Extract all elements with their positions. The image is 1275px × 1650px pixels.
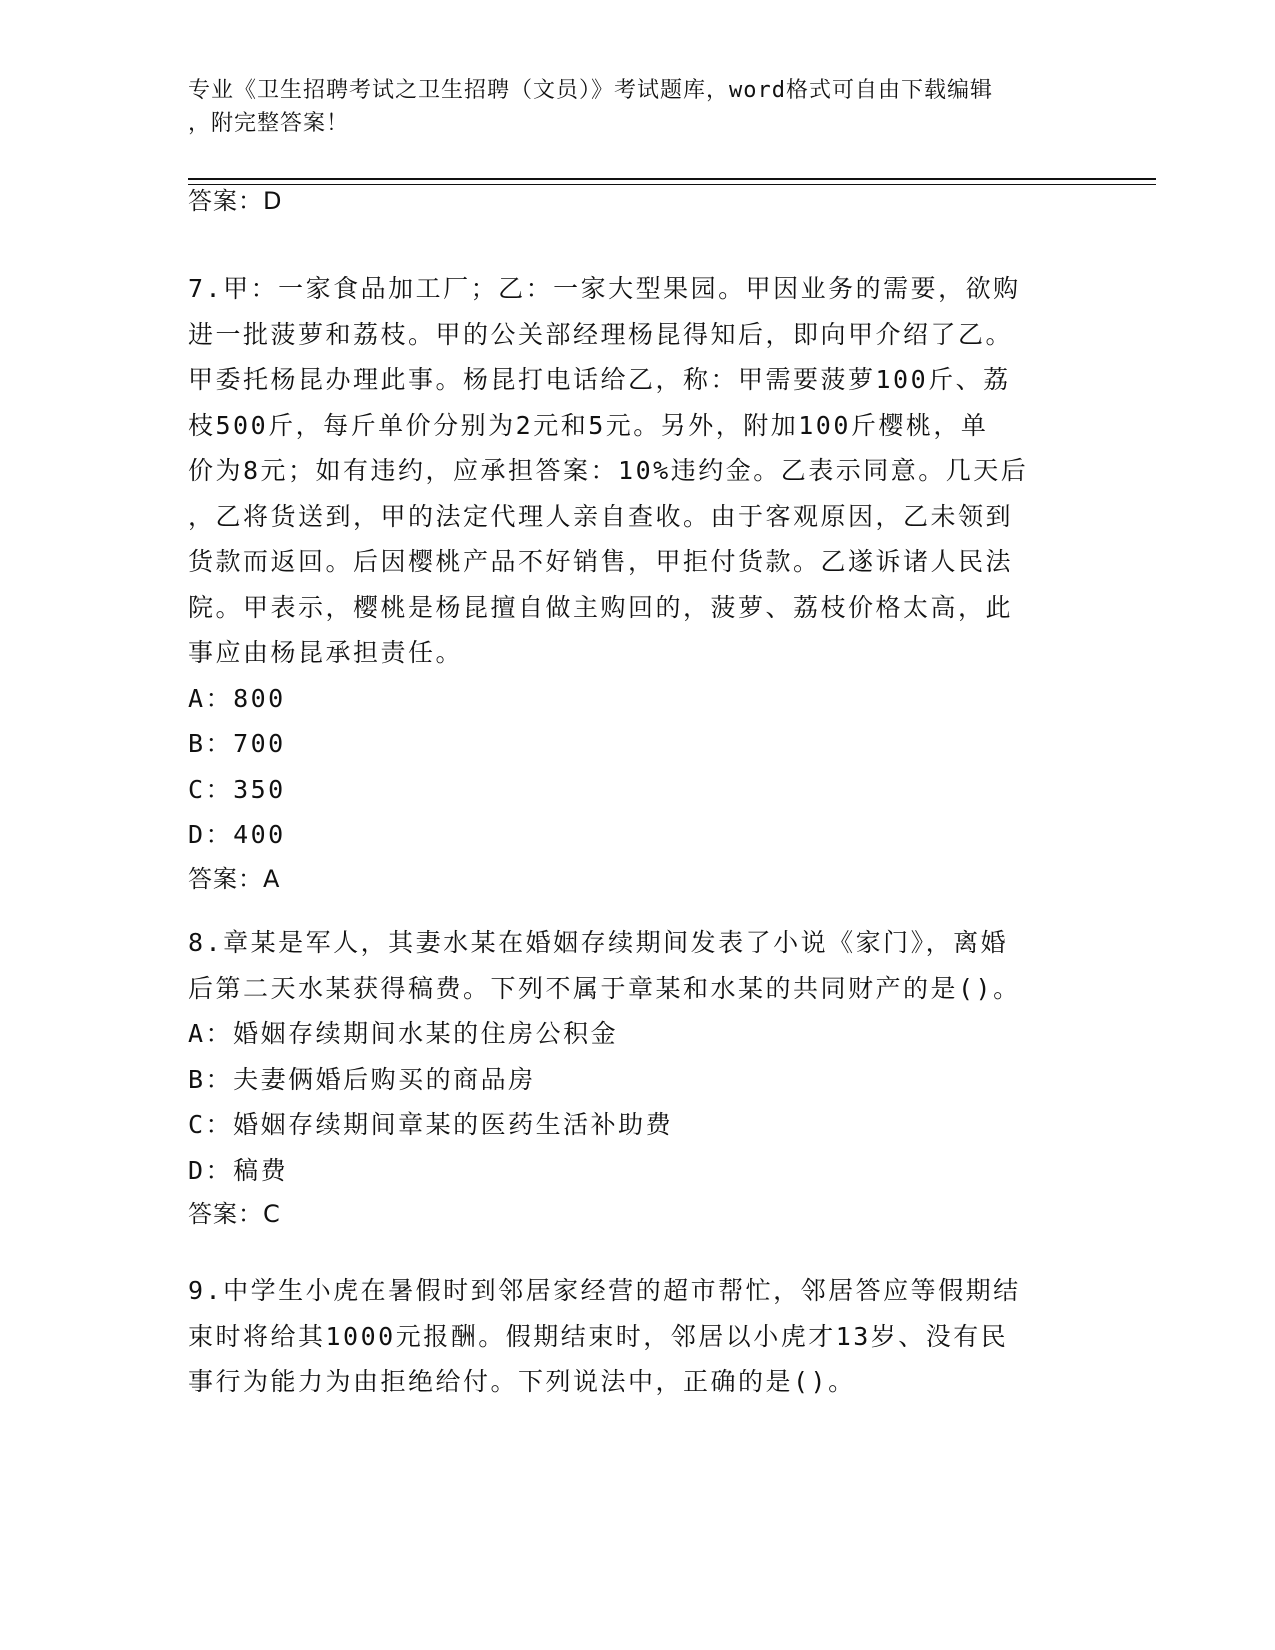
option-b — [188, 1057, 1068, 1103]
question-line: 后第二天水某获得稿费。下列不属于章某和水某的共同财产的是()。 — [188, 973, 1021, 1003]
option-text: 800 — [233, 683, 286, 713]
question-line: 货款而返回。后因樱桃产品不好销售，甲拒付货款。乙遂诉诸人民法 — [188, 547, 1014, 576]
option-key: A： — [188, 683, 234, 713]
question-line: 9.中学生小虎在暑假时到邻居家经营的超市帮忙，邻居答应等假期结 — [188, 1276, 1021, 1305]
question-8-text — [188, 920, 1068, 1011]
option-a — [188, 676, 1068, 722]
question-9-text — [188, 1268, 1068, 1405]
option-key: D： — [188, 1155, 234, 1185]
question-line: 事行为能力为由拒绝给付。下列说法中，正确的是()。 — [188, 1367, 856, 1396]
header-rule-thin — [188, 184, 1156, 185]
question-line: 事应由杨昆承担责任。 — [188, 638, 464, 667]
question-8 — [188, 920, 1068, 1229]
option-key: D： — [188, 820, 234, 849]
question-8-answer: 答案：C — [188, 1200, 281, 1228]
option-text: 婚姻存续期间水某的住房公积金 — [233, 1019, 619, 1048]
option-d — [188, 1148, 1068, 1194]
option-text: 350 — [233, 774, 286, 804]
question-7-text — [188, 266, 1068, 676]
option-d — [188, 812, 1068, 858]
option-key: C： — [188, 774, 234, 804]
option-key: A： — [188, 1019, 234, 1048]
option-b — [188, 721, 1068, 767]
question-line: 价为8元；如有违约，应承担答案：10%违约金。乙表示同意。几天后 — [188, 456, 1029, 485]
option-c — [188, 1102, 1068, 1148]
option-text: 稿费 — [233, 1155, 289, 1185]
option-key: B： — [188, 1064, 234, 1094]
header-line-2: ，附完整答案！ — [188, 111, 350, 136]
question-line: ，乙将货送到，甲的法定代理人亲自查收。由于客观原因，乙未领到 — [188, 501, 1014, 531]
question-line: 枝500斤，每斤单价分别为2元和5元。另外，附加100斤樱桃，单 — [188, 410, 989, 440]
option-key: C： — [188, 1110, 234, 1139]
option-text: 夫妻俩婚后购买的商品房 — [233, 1064, 536, 1094]
question-line: 7.甲：一家食品加工厂；乙：一家大型果园。甲因业务的需要，欲购 — [188, 274, 1021, 303]
question-9 — [188, 1268, 1068, 1405]
question-line: 束时将给其1000元报酬。假期结束时，邻居以小虎才13岁、没有民 — [188, 1321, 1009, 1351]
option-c — [188, 767, 1068, 813]
question-7 — [188, 266, 1068, 894]
question-line: 进一批菠萝和荔枝。甲的公关部经理杨昆得知后，即向甲介绍了乙。 — [188, 319, 1014, 349]
option-a — [188, 1011, 1068, 1057]
header-line-1: 专业《卫生招聘考试之卫生招聘（文员）》考试题库，word格式可自由下载编辑 — [188, 78, 993, 103]
option-text: 400 — [233, 820, 286, 849]
question-line: 8.章某是军人，其妻水某在婚姻存续期间发表了小说《家门》，离婚 — [188, 928, 1009, 957]
header-rule-thick — [188, 178, 1156, 180]
option-text: 婚姻存续期间章某的医药生活补助费 — [233, 1110, 674, 1139]
previous-answer: 答案：D — [188, 187, 283, 215]
question-line: 甲委托杨昆办理此事。杨昆打电话给乙，称：甲需要菠萝100斤、荔 — [188, 365, 1011, 394]
option-key: B： — [188, 729, 234, 758]
option-text: 700 — [233, 729, 286, 758]
document-header — [188, 74, 1068, 140]
question-line: 院。甲表示，樱桃是杨昆擅自做主购回的，菠萝、荔枝价格太高，此 — [188, 592, 1014, 622]
question-7-answer: 答案：A — [188, 864, 281, 893]
